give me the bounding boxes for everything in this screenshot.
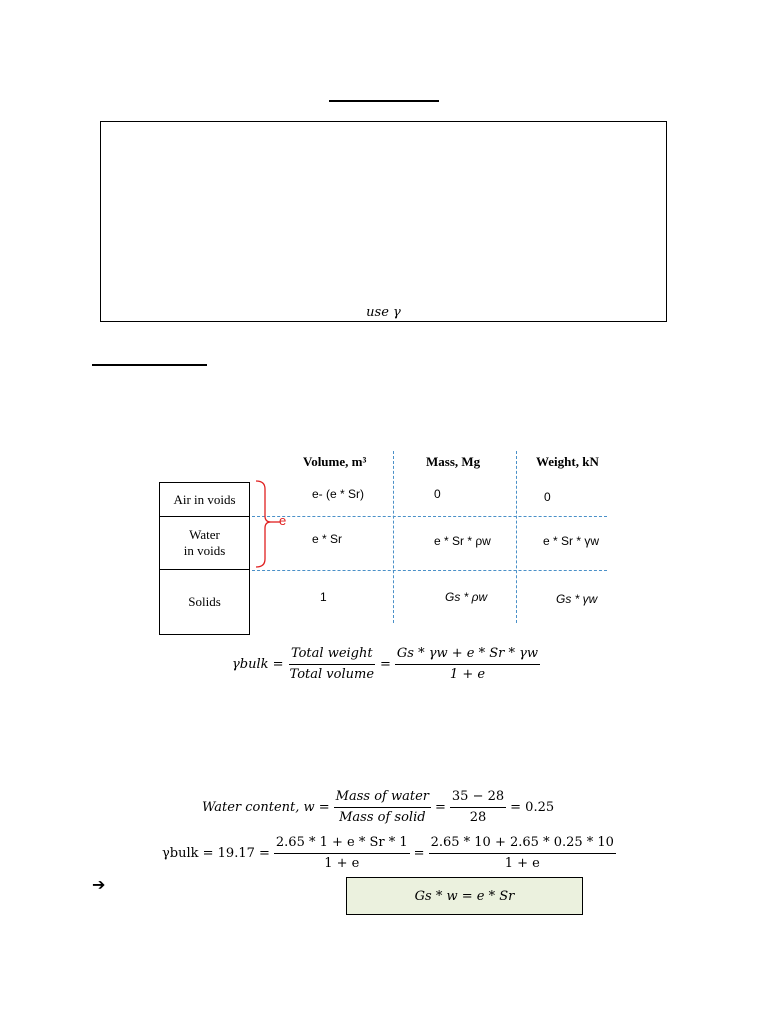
eq2-lhs: Water content, w = (202, 800, 330, 815)
solution-heading-underline (92, 364, 207, 366)
water-weight: e * Sr * γw (543, 534, 600, 548)
equation-bulk-calculation (162, 834, 620, 873)
header-volume: Volume, m³ (303, 454, 367, 469)
air-volume: e- (e * Sr) (312, 487, 365, 501)
relation-text: Gs * w = e * Sr (414, 888, 515, 904)
eq2-result: = 0.25 (510, 800, 555, 815)
phase-air: Air in voids (160, 483, 249, 517)
eq3-equals: = (413, 846, 425, 861)
equation-bulk-definition (232, 645, 544, 684)
solids-volume: 1 (320, 590, 327, 604)
air-mass: 0 (434, 487, 441, 501)
eq2-fraction-1: $\frac{\text{Mass of water}}{\text{Mass of solid}}$ (335, 789, 429, 825)
phase-water (160, 517, 249, 570)
eq1-fraction-2: $\frac{Gs * \gamma w + e * Sr * \gamma w}{1 + e}$ (396, 646, 539, 682)
divider-mass-weight (516, 451, 517, 623)
use-gamma-note: use γ (366, 305, 401, 320)
divider-volume-mass (393, 451, 394, 623)
eq1-equals: = (380, 657, 391, 672)
eq3-lhs: γbulk = 19.17 = (162, 846, 270, 861)
dashed-line-water-solids (252, 570, 607, 571)
relation-box (346, 877, 583, 915)
phase-solids: Solids (188, 594, 221, 609)
arrow-icon: ➔ (92, 875, 106, 894)
water-mass: e * Sr * ρw (434, 534, 491, 548)
header-weight: Weight, kN (536, 454, 599, 469)
water-volume: e * Sr (312, 532, 343, 546)
title-underline (329, 100, 439, 102)
phase-water-line1: Water (189, 527, 220, 542)
equation-water-content (202, 788, 554, 827)
question-box (100, 121, 667, 322)
solids-weight: Gs * γw (556, 592, 598, 606)
solids-mass: Gs * ρw (445, 590, 488, 604)
header-mass: Mass, Mg (426, 454, 481, 469)
phase-diagram (150, 445, 620, 640)
eq1-lhs: γbulk = (232, 657, 284, 672)
eq2-fraction-2: $\frac{35 - 28}{28}$ (451, 789, 505, 825)
phase-water-line2: in voids (183, 543, 226, 558)
eq3-fraction-1: $\frac{2.65 * 1 + e * Sr * 1}{1 + e}$ (275, 835, 408, 871)
eq2-equals: = (435, 800, 446, 815)
eq1-fraction-1: $\frac{\text{Total weight}}{\text{Total volume}}$ (289, 646, 375, 682)
phase-column (159, 482, 250, 635)
air-weight: 0 (544, 490, 551, 504)
dashed-line-air-water (252, 516, 607, 517)
eq3-fraction-2: $\frac{2.65 * 10 + 2.65 * 0.25 * 10}{1 + e}$ (430, 835, 614, 871)
void-ratio-label: e (279, 513, 287, 528)
